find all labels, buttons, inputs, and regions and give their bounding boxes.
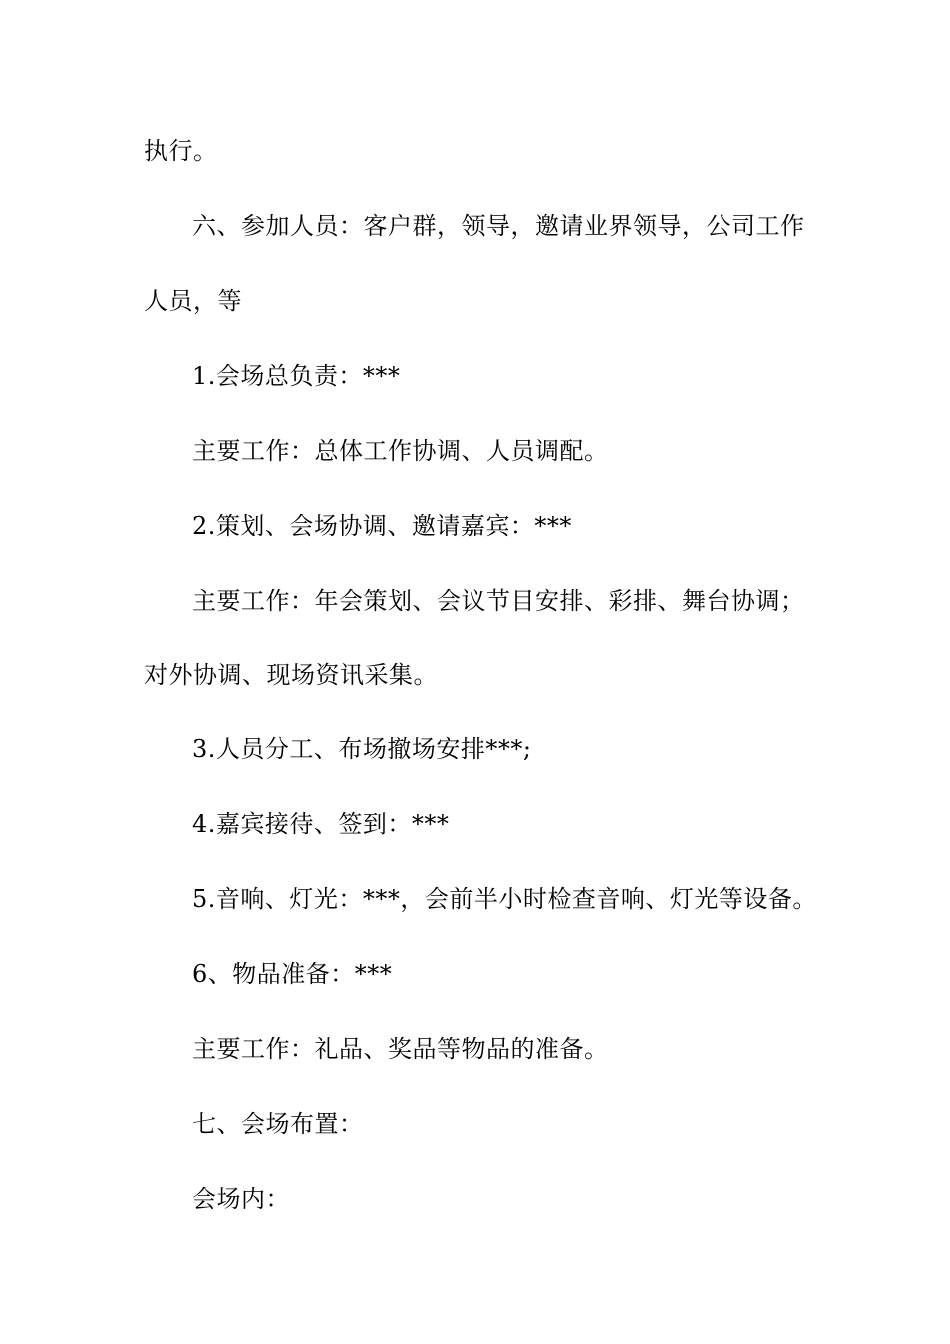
list-item-duties: 主要工作：礼品、奖品等物品的准备。 — [192, 1035, 609, 1063]
list-item-supplies: 6、物品准备：*** — [192, 960, 393, 988]
list-item-duties: 主要工作：总体工作协调、人员调配。 — [192, 437, 609, 465]
paragraph-line-continuation: 对外协调、现场资讯采集。 — [144, 661, 438, 689]
list-item-audio-lighting: 5.音响、灯光：***，会前半小时检查音响、灯光等设备。 — [192, 885, 817, 913]
list-item-staffing: 3.人员分工、布场撤场安排***; — [192, 735, 532, 763]
subsection-venue-inside: 会场内： — [192, 1185, 290, 1213]
section-seven-venue-setup: 七、会场布置： — [192, 1110, 364, 1138]
list-item-venue-lead: 1.会场总负责：*** — [192, 362, 401, 390]
list-item-reception: 4.嘉宾接待、签到：*** — [192, 810, 450, 838]
list-item-planning: 2.策划、会场协调、邀请嘉宾：*** — [192, 512, 572, 540]
list-item-duties: 主要工作：年会策划、会议节目安排、彩排、舞台协调； — [192, 587, 805, 615]
paragraph-line-continuation: 人员，等 — [144, 287, 242, 315]
paragraph-line-continuation: 执行。 — [144, 137, 218, 165]
section-six-participants: 六、参加人员：客户群，领导，邀请业界领导，公司工作 — [192, 212, 805, 240]
